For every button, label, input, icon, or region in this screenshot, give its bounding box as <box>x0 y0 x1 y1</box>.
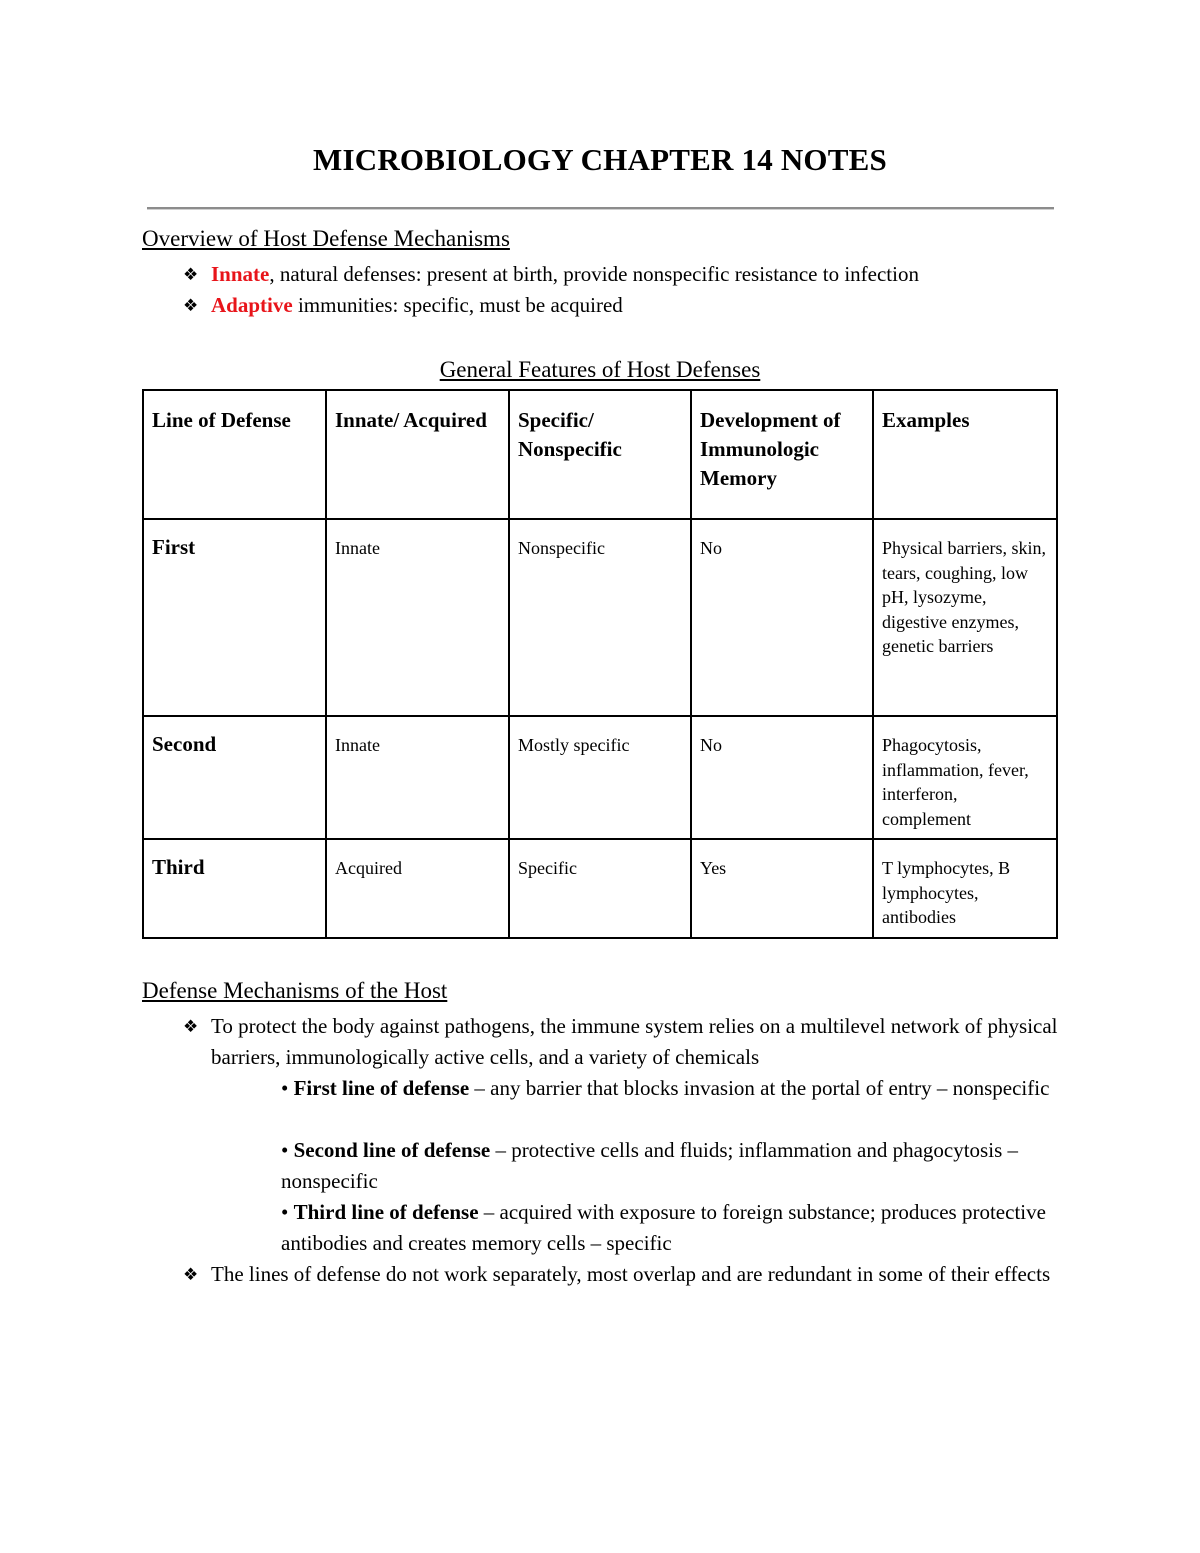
cell-line: Third <box>143 839 326 938</box>
first-line-item: • First line of defense – any barrier that blocks invasion at the portal of entry – nonspecific <box>281 1076 1050 1100</box>
overview-bullet-innate <box>183 259 1063 290</box>
cell-examples: T lymphocytes, B lymphocytes, antibodies <box>873 839 1057 938</box>
adaptive-keyword: Adaptive <box>211 293 293 317</box>
table-row <box>143 839 1057 938</box>
mechanisms-heading: Defense Mechanisms of the Host <box>142 978 448 1003</box>
cell-memory: Yes <box>691 839 873 938</box>
header-specific-nonspecific: Specific/ Nonspecific <box>509 390 691 519</box>
diamond-bullet-icon: ❖ <box>183 296 199 315</box>
cell-line: Second <box>143 716 326 839</box>
table-row <box>143 716 1057 839</box>
host-defenses-table <box>142 389 1058 939</box>
cell-type: Acquired <box>326 839 509 938</box>
third-line-text: – acquired with exposure to foreign substance; produces protective antibodies and creates memory cells – specific <box>281 1200 1046 1255</box>
second-line-label: Second line of defense <box>293 1138 491 1162</box>
diamond-bullet-icon: ❖ <box>183 1017 199 1036</box>
header-line-of-defense: Line of Defense <box>143 390 326 519</box>
cell-examples: Phagocytosis, inflammation, fever, interferon, complement <box>873 716 1057 839</box>
header-immunologic-memory: Development of Immunologic Memory <box>691 390 873 519</box>
third-line-label: Third line of defense <box>293 1200 479 1224</box>
cell-type: Innate <box>326 716 509 839</box>
header-innate-acquired: Innate/ Acquired <box>326 390 509 519</box>
title-divider <box>147 207 1054 210</box>
first-line-label: First line of defense <box>293 1076 470 1100</box>
mechanisms-closing-text: The lines of defense do not work separately, most overlap and are redundant in some of their effects <box>211 1262 1051 1286</box>
table-row <box>143 519 1057 716</box>
diamond-bullet-icon: ❖ <box>183 1265 199 1284</box>
header-examples: Examples <box>873 390 1057 519</box>
cell-examples: Physical barriers, skin, tears, coughing, low pH, lysozyme, digestive enzymes, genetic barriers <box>873 519 1057 716</box>
diamond-bullet-icon: ❖ <box>183 265 199 284</box>
cell-specificity: Specific <box>509 839 691 938</box>
overview-heading: Overview of Host Defense Mechanisms <box>142 226 510 251</box>
third-line-item: • Third line of defense – acquired with exposure to foreign substance; produces protective antibodies and creates memory cells – specific <box>281 1200 1046 1255</box>
overview-bullet-adaptive <box>183 290 1063 321</box>
cell-specificity: Mostly specific <box>509 716 691 839</box>
cell-line: First <box>143 519 326 716</box>
mechanisms-intro-bullet <box>183 1011 1063 1073</box>
innate-keyword: Innate <box>211 262 270 286</box>
table-header-row <box>143 390 1057 519</box>
cell-memory: No <box>691 716 873 839</box>
first-line-text: – any barrier that blocks invasion at the portal of entry – nonspecific <box>469 1076 1050 1100</box>
second-line-text: – protective cells and fluids; inflammation and phagocytosis – nonspecific <box>281 1138 1018 1193</box>
cell-specificity: Nonspecific <box>509 519 691 716</box>
table-caption: General Features of Host Defenses <box>439 357 761 382</box>
mechanisms-closing-bullet <box>183 1259 1063 1290</box>
innate-description: , natural defenses: present at birth, provide nonspecific resistance to infection <box>269 262 919 286</box>
adaptive-description: immunities: specific, must be acquired <box>292 293 623 317</box>
page-title: MICROBIOLOGY CHAPTER 14 NOTES <box>313 142 887 177</box>
cell-memory: No <box>691 519 873 716</box>
mechanisms-intro-text: To protect the body against pathogens, the immune system relies on a multilevel network of physical barriers, immunologically active cells, and a variety of chemicals <box>211 1014 1058 1069</box>
second-line-item: • Second line of defense – protective cells and fluids; inflammation and phagocytosis – nonspecific <box>281 1138 1018 1193</box>
cell-type: Innate <box>326 519 509 716</box>
